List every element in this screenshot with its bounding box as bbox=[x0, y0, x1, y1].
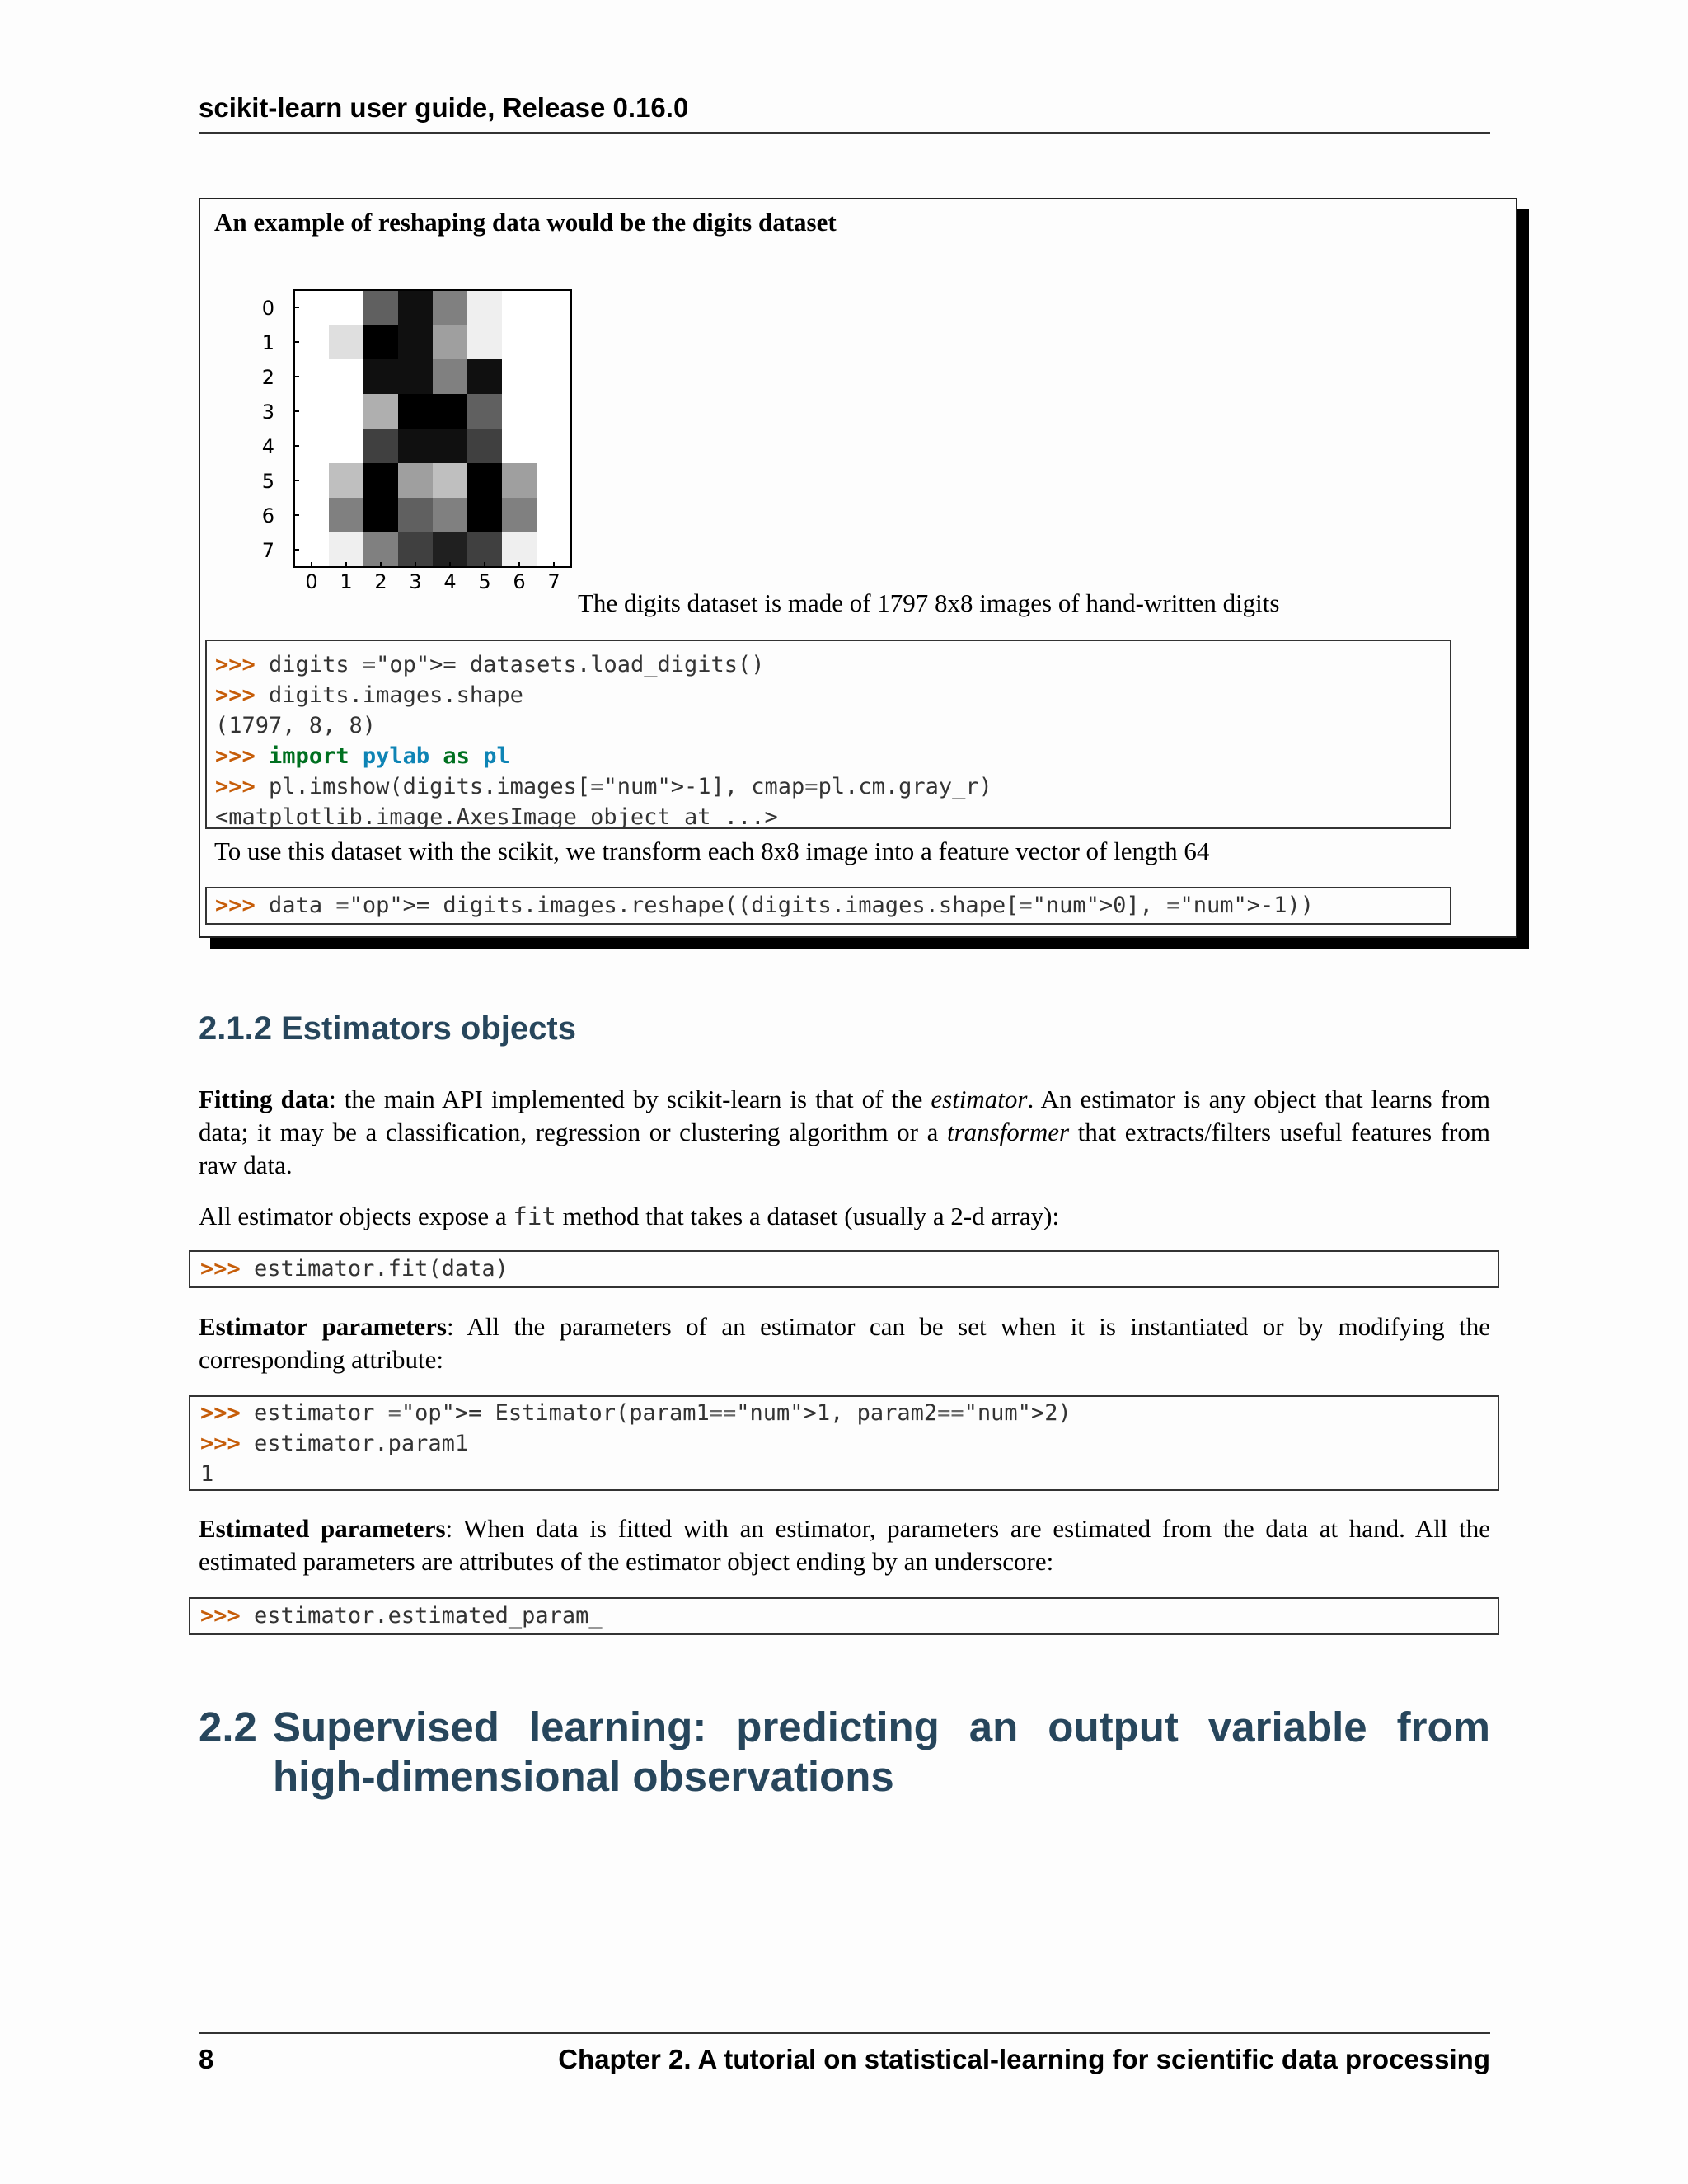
y-tick-label: 4 bbox=[261, 435, 274, 458]
running-head: scikit-learn user guide, Release 0.16.0 bbox=[199, 92, 1490, 134]
code-line: estimator.fit(data) bbox=[254, 1256, 509, 1282]
code-block-digits bbox=[205, 640, 1451, 829]
x-tick-label: 1 bbox=[340, 570, 353, 593]
digit-pixel bbox=[467, 532, 502, 567]
digit-pixel bbox=[329, 394, 363, 429]
page-footer bbox=[199, 2032, 1490, 2075]
digit-pixel bbox=[537, 498, 571, 532]
bold-term: Estimated parameters bbox=[199, 1514, 446, 1543]
digit-pixel bbox=[433, 463, 467, 498]
digit-pixel bbox=[363, 532, 398, 567]
digit-pixel bbox=[363, 325, 398, 359]
y-tick-label: 2 bbox=[261, 366, 274, 389]
digit-pixel bbox=[294, 290, 329, 325]
prompt: >>> bbox=[215, 774, 256, 799]
prompt: >>> bbox=[200, 1400, 241, 1426]
sidebar-paragraph: To use this dataset with the scikit, we transform each 8x8 image into a feature vector of length 64 bbox=[214, 837, 1210, 865]
code-block-fit bbox=[189, 1250, 1499, 1288]
sidebar-box bbox=[199, 198, 1517, 938]
digit-pixel bbox=[398, 498, 433, 532]
digit-pixel bbox=[329, 463, 363, 498]
digit-image-figure bbox=[225, 290, 560, 593]
x-tick-label: 0 bbox=[305, 570, 318, 593]
digit-pixel bbox=[294, 325, 329, 359]
code-line: pl.imshow(digits.images[="num">-1], cmap=pl.cm.gray_r) bbox=[269, 774, 992, 799]
code-block-params bbox=[189, 1395, 1499, 1491]
digit-pixel bbox=[433, 498, 467, 532]
keyword-as: as bbox=[443, 743, 470, 769]
paragraph-fit-method: All estimator objects expose a fit method that takes a dataset (usually a 2-d array): bbox=[199, 1202, 1060, 1230]
digit-pixel bbox=[433, 325, 467, 359]
keyword-import: import bbox=[269, 743, 349, 769]
x-tick-label: 5 bbox=[478, 570, 491, 593]
digit-pixel bbox=[433, 290, 467, 325]
code-output: 1 bbox=[200, 1461, 214, 1487]
digit-pixel bbox=[363, 394, 398, 429]
emphasis: transformer bbox=[946, 1118, 1070, 1146]
x-tick-label: 2 bbox=[374, 570, 387, 593]
digit-pixel bbox=[363, 498, 398, 532]
section-heading-2-1-2: 2.1.2 Estimators objects bbox=[199, 1010, 576, 1047]
code-output: (1797, 8, 8) bbox=[215, 713, 377, 738]
digit-pixel-grid bbox=[294, 290, 571, 567]
digit-pixel bbox=[329, 532, 363, 567]
code-output: <matplotlib.image.AxesImage object at ...> bbox=[215, 804, 778, 830]
prompt: >>> bbox=[215, 652, 256, 677]
digit-pixel bbox=[502, 463, 537, 498]
code-line: estimator.param1 bbox=[254, 1431, 469, 1456]
digit-pixel bbox=[502, 498, 537, 532]
digit-pixel bbox=[398, 325, 433, 359]
x-tick-label: 3 bbox=[409, 570, 422, 593]
digit-pixel bbox=[398, 290, 433, 325]
digit-pixel bbox=[537, 394, 571, 429]
digit-pixel bbox=[467, 429, 502, 463]
code-line: data ="op">= digits.images.reshape((digits.images.shape[="num">0], ="num">-1)) bbox=[269, 893, 1315, 918]
digit-pixel bbox=[433, 532, 467, 567]
alias-name: pl bbox=[483, 743, 510, 769]
code-line: digits ="op">= datasets.load_digits() bbox=[269, 652, 765, 677]
bold-term: Estimator parameters bbox=[199, 1312, 447, 1341]
digit-pixel bbox=[502, 394, 537, 429]
digit-pixel bbox=[329, 359, 363, 394]
digit-pixel bbox=[502, 532, 537, 567]
digit-pixel bbox=[502, 429, 537, 463]
digit-pixel bbox=[467, 394, 502, 429]
prompt: >>> bbox=[200, 1603, 241, 1629]
y-tick-label: 6 bbox=[261, 504, 274, 527]
paragraph-estimated-parameters: Estimated parameters: When data is fitted with an estimator, parameters are estimated from the data at hand. All the estimated parameters are attributes of the estimator object ending by an underscore: bbox=[199, 1514, 1490, 1576]
code-block-estimated bbox=[189, 1597, 1499, 1635]
digit-pixel bbox=[502, 325, 537, 359]
digit-pixel bbox=[502, 290, 537, 325]
code-line: digits.images.shape bbox=[269, 682, 523, 708]
digit-pixel bbox=[329, 325, 363, 359]
section-heading-2-2 bbox=[199, 1703, 1490, 1802]
digit-pixel bbox=[537, 532, 571, 567]
prompt: >>> bbox=[215, 682, 256, 708]
digit-pixel bbox=[363, 463, 398, 498]
digit-pixel bbox=[537, 325, 571, 359]
digit-pixel bbox=[433, 429, 467, 463]
digit-pixel bbox=[467, 290, 502, 325]
digit-pixel bbox=[294, 359, 329, 394]
y-tick-label: 7 bbox=[261, 539, 274, 562]
digit-pixel bbox=[398, 359, 433, 394]
digit-pixel bbox=[398, 532, 433, 567]
digit-pixel bbox=[294, 532, 329, 567]
digit-pixel bbox=[467, 498, 502, 532]
section-number: 2.2 bbox=[199, 1704, 257, 1750]
y-tick-label: 5 bbox=[261, 470, 274, 493]
paragraph-estimator-parameters: Estimator parameters: All the parameters of an estimator can be set when it is instantiated or by modifying the corresponding attribute: bbox=[199, 1312, 1490, 1374]
x-tick-label: 4 bbox=[443, 570, 457, 593]
digit-pixel bbox=[537, 463, 571, 498]
code-line: estimator.estimated_param_ bbox=[254, 1603, 603, 1629]
digit-pixel bbox=[398, 429, 433, 463]
digit-pixel bbox=[329, 498, 363, 532]
x-tick-label: 7 bbox=[547, 570, 560, 593]
digit-pixel bbox=[294, 498, 329, 532]
digit-pixel bbox=[467, 359, 502, 394]
chapter-title: Chapter 2. A tutorial on statistical-learning for scientific data processing bbox=[558, 2044, 1490, 2074]
digit-pixel bbox=[467, 325, 502, 359]
x-tick-label: 6 bbox=[513, 570, 526, 593]
digit-pixel bbox=[294, 429, 329, 463]
inline-code: fit bbox=[513, 1202, 556, 1230]
module-name: pylab bbox=[362, 743, 430, 769]
y-tick-label: 0 bbox=[261, 297, 274, 320]
bold-term: Fitting data bbox=[199, 1085, 330, 1113]
digit-pixel bbox=[329, 290, 363, 325]
paragraph-fitting-data: Fitting data: the main API implemented by scikit-learn is that of the estimator. An estimator is any object that learns from data; it may be a classification, regression or clustering algorithm or a transformer that extracts/filters useful features from raw data. bbox=[199, 1085, 1490, 1179]
digit-pixel bbox=[329, 429, 363, 463]
digit-pixel bbox=[433, 394, 467, 429]
digit-pixel bbox=[537, 359, 571, 394]
digit-pixel bbox=[537, 429, 571, 463]
digit-pixel bbox=[398, 394, 433, 429]
y-tick-label: 3 bbox=[261, 401, 274, 424]
digit-pixel bbox=[363, 290, 398, 325]
digit-pixel bbox=[433, 359, 467, 394]
figure-caption: The digits dataset is made of 1797 8x8 images of hand-written digits bbox=[578, 588, 1280, 617]
emphasis: estimator bbox=[931, 1085, 1028, 1113]
prompt: >>> bbox=[215, 893, 256, 918]
y-tick-label: 1 bbox=[261, 331, 274, 354]
prompt: >>> bbox=[215, 743, 256, 769]
digit-pixel bbox=[294, 394, 329, 429]
digit-pixel bbox=[502, 359, 537, 394]
prompt: >>> bbox=[200, 1431, 241, 1456]
section-title: Supervised learning: predicting an output variable from high-dimensional observations bbox=[273, 1704, 1490, 1800]
code-block-reshape bbox=[205, 887, 1451, 925]
digit-pixel bbox=[294, 463, 329, 498]
digit-pixel bbox=[537, 290, 571, 325]
digit-pixel bbox=[363, 359, 398, 394]
digit-pixel bbox=[363, 429, 398, 463]
sidebar-title: An example of reshaping data would be the digits dataset bbox=[214, 208, 837, 237]
digit-pixel bbox=[398, 463, 433, 498]
prompt: >>> bbox=[200, 1256, 241, 1282]
code-line: estimator ="op">= Estimator(param1=="num">1, param2=="num">2) bbox=[254, 1400, 1071, 1426]
page-number: 8 bbox=[199, 2044, 214, 2074]
digit-pixel bbox=[467, 463, 502, 498]
